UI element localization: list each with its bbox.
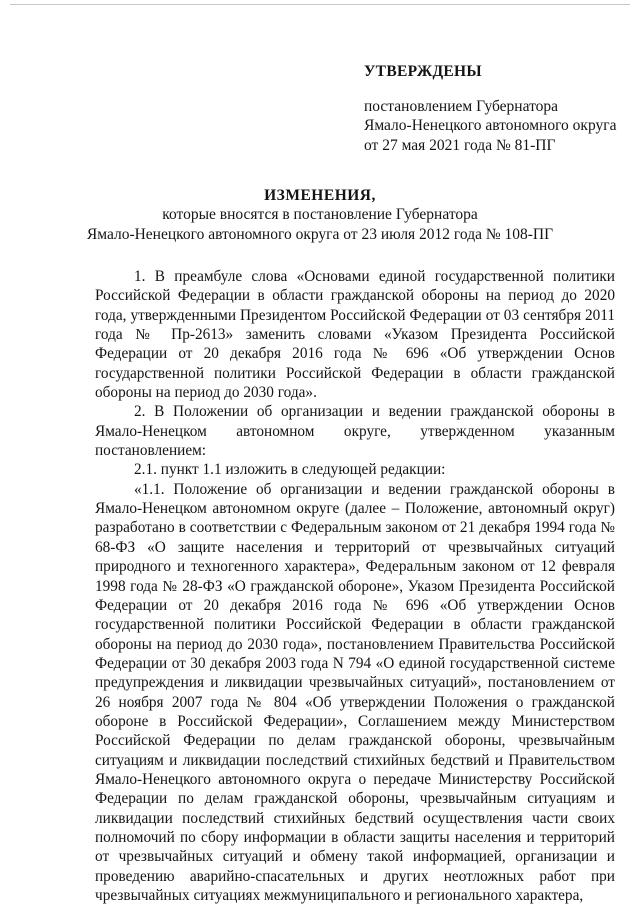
approval-heading: УТВЕРЖДЕНЫ xyxy=(364,63,482,80)
approval-block xyxy=(364,62,626,155)
paragraph-1-1: «1.1. Положение об организации и ведении гражданской обороны в Ямало-Ненецком автономном округе (далее – Положение, автономный округ) разработано в соответствии с Федеральным законом от 21 декабря 1994 года № 68-ФЗ «О защите населения и территорий от чрезвычайных ситуаций природного и техногенного характера», Федеральным законом от 12 февраля 1998 года № 28-ФЗ «О гражданской обороне», Указом Президента Российской Федерации от 20 декабря 2016 года № 696 «Об утверждении Основ государственной политики Российской Федерации в области гражданской обороны на период до 2030 года», постановлением Правительства Российской Федерации от 30 декабря 2003 года N 794 «О единой государственной системе предупреждения и ликвидации чрезвычайных ситуаций», постановлением от 26 ноября 2007 года № 804 «Об утверждении Положения о гражданской обороне в Российской Федерации», Соглашением между Министерством Российской Федерации по делам гражданской обороны, чрезвычайным ситуациям и ликвидации последствий стихийных бедствий и Правительством Ямало-Ненецкого автономного округа о передаче Министерству Российской Федерации по делам гражданской обороны, чрезвычайным ситуациям и ликвидации последствий стихийных бедствий осуществления части своих полномочий по сбору информации в области защиты населения и территорий от чрезвычайных ситуаций и обмену такой информацией, организации и проведению аварийно-спасательных и других неотложных работ при чрезвычайных ситуациях межмуниципального и регионального характера, xyxy=(95,480,615,904)
document-subtitle xyxy=(0,205,640,244)
page-top-edge xyxy=(10,4,630,5)
approval-line: от 27 мая 2021 года № 81-ПГ xyxy=(364,136,556,154)
document-body xyxy=(95,267,615,905)
paragraph-1: 1. В преамбуле слова «Основами единой государственной политики Российской Федерации в области гражданской обороны на период до 2020 года, утвержденными Президентом Российской Федерации от 03 сентября 2011 года № Пр-2613» заменить словами «Указом Президента Российской Федерации от 20 декабря 2016 года № 696 «Об утверждении Основ государственной политики Российской Федерации в области гражданской обороны на период до 2030 года». xyxy=(95,268,615,402)
subtitle-line: Ямало-Ненецкого автономного округа от 23 июля 2012 года № 108-ПГ xyxy=(86,225,554,243)
approval-line: постановлением Губернатора xyxy=(364,97,559,115)
subtitle-line: которые вносятся в постановление Губернатора xyxy=(162,206,478,223)
paragraph-2-1: 2.1. пункт 1.1 изложить в следующей редакции: xyxy=(134,461,446,479)
approval-line: Ямало-Ненецкого автономного округа xyxy=(364,117,617,134)
document-title: ИЗМЕНЕНИЯ, xyxy=(264,187,376,204)
paragraph-2: 2. В Положении об организации и ведении гражданской обороны в Ямало-Ненецком автономном округе, утвержденном указанным постановлением: xyxy=(95,403,615,460)
